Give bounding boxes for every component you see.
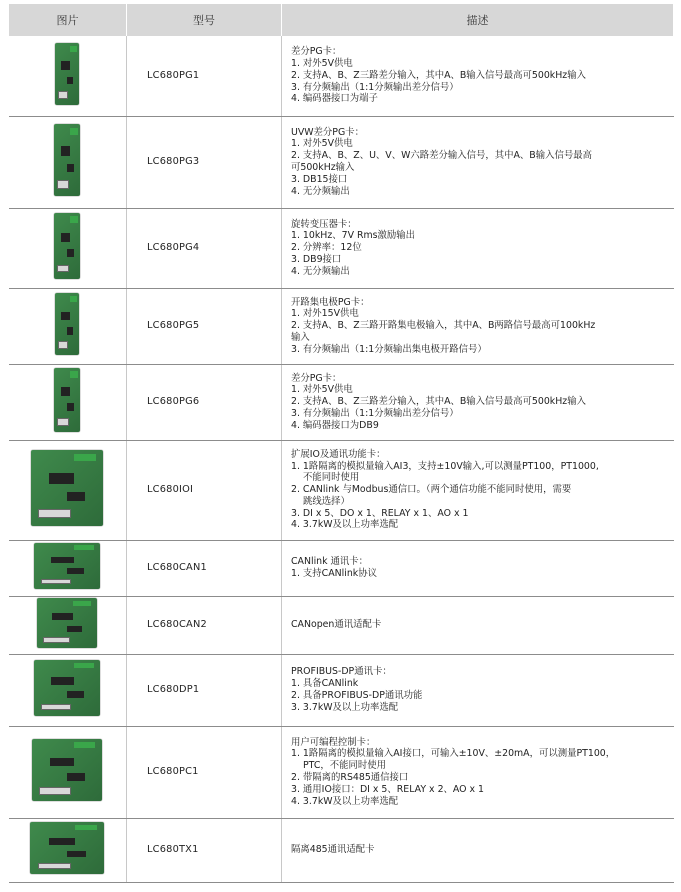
board-component <box>74 663 94 669</box>
board-component <box>57 180 69 189</box>
description-item: 3. DB9接口 <box>291 253 342 265</box>
model-number: LC680PG1 <box>127 36 282 116</box>
table-row <box>9 540 674 596</box>
description-item: 1. 对外5V供电 <box>291 138 353 150</box>
board-component <box>57 418 69 426</box>
circuit-board-image <box>37 598 97 648</box>
board-component <box>67 773 85 780</box>
description-cell <box>282 654 674 726</box>
description-title: 用户可编程控制卡： <box>291 736 376 748</box>
description-title: 开路集电极PG卡： <box>291 296 370 308</box>
model-number: LC680PG4 <box>127 208 282 288</box>
product-image-cell <box>9 36 127 116</box>
board-component <box>38 509 70 518</box>
description-item: 1. 对外5V供电 <box>291 384 353 396</box>
description-item: 2. CANlink 与Modbus通信口。（两个通信功能不能同时使用，需要 <box>291 484 572 496</box>
description-cell <box>282 818 674 882</box>
description-item: 1. 1路隔离的模拟量输入AI3，支持±10V输入,可以测量PT100，PT1000, <box>291 460 599 472</box>
board-component <box>67 403 74 411</box>
description-item: 1. 支持CANlink协议 <box>291 568 377 579</box>
table-row <box>9 726 674 818</box>
circuit-board-image <box>55 293 79 355</box>
product-image-cell <box>9 654 127 726</box>
board-component <box>70 46 77 52</box>
table-row <box>9 440 674 540</box>
description-cell <box>282 36 674 116</box>
description-item: 3. 有分频输出（1:1分频输出集电极开路信号） <box>291 343 487 355</box>
board-component <box>70 296 77 302</box>
description-item: 3. DB15接口 <box>291 173 348 185</box>
board-component <box>50 758 75 767</box>
model-number: LC680PG5 <box>127 288 282 364</box>
description-cell <box>282 440 674 540</box>
description-title: UVW差分PG卡： <box>291 126 364 138</box>
circuit-board-image <box>54 368 80 432</box>
description-item: 不能同时使用 <box>303 472 360 484</box>
product-image-cell <box>9 596 127 654</box>
description-item: 2. 带隔离的RS485通信接口 <box>291 772 409 783</box>
board-component <box>74 545 94 550</box>
description-cell <box>282 596 674 654</box>
product-image-cell <box>9 208 127 288</box>
description-item: 2. 具备PROFIBUS-DP通讯功能 <box>291 690 423 701</box>
option-card-table <box>8 4 674 883</box>
circuit-board-image <box>54 124 80 196</box>
description-title: 隔离485通讯适配卡 <box>291 844 375 856</box>
circuit-board-image <box>34 543 100 589</box>
circuit-board-image <box>31 450 103 526</box>
description-item: 1. 10kHz、7V Rms激励输出 <box>291 230 416 242</box>
board-component <box>67 626 82 632</box>
description-cell <box>282 208 674 288</box>
board-component <box>67 249 74 257</box>
board-component <box>67 492 85 501</box>
description-item: 2. 支持A、B、Z三路差分输入，其中A、B输入信号最高可500kHz输入 <box>291 396 586 408</box>
description-item: 3. 通用IO接口：DI x 5、RELAY x 2、AO x 1 <box>291 783 485 795</box>
board-component <box>52 613 73 620</box>
description-title: CANlink 通讯卡： <box>291 556 369 568</box>
board-component <box>70 128 78 135</box>
model-number: LC680PC1 <box>127 726 282 818</box>
product-image-cell <box>9 288 127 364</box>
description-item: 4. 3.7kW及以上功率选配 <box>291 519 399 531</box>
board-component <box>67 691 84 698</box>
product-image-cell <box>9 440 127 540</box>
description-item: 1. 对外15V供电 <box>291 308 359 320</box>
description-item: 1. 1路隔离的模拟量输入AI接口，可输入±10V、±20mA，可以测量PT100， <box>291 748 616 760</box>
description-item: 1. 具备CANlink <box>291 678 359 690</box>
table-row <box>9 36 674 116</box>
description-item: 输入 <box>291 331 310 343</box>
description-item: 1. 对外5V供电 <box>291 58 353 70</box>
board-component <box>75 825 97 830</box>
board-component <box>67 77 73 84</box>
board-component <box>58 341 69 348</box>
description-item: 4. 编码器接口为端子 <box>291 93 378 105</box>
board-component <box>61 233 70 242</box>
description-item: 3. DI x 5、DO x 1、RELAY x 1、AO x 1 <box>291 507 469 519</box>
table-row <box>9 208 674 288</box>
description-title: 差分PG卡： <box>291 46 342 58</box>
board-component <box>70 371 78 377</box>
board-component <box>61 387 70 396</box>
product-image-cell <box>9 364 127 440</box>
description-title: 扩展IO及通讯功能卡： <box>291 448 386 460</box>
description-item: 3. 有分频输出（1:1分频输出差分信号） <box>291 407 459 419</box>
board-component <box>57 265 69 273</box>
description-item: 4. 无分频输出 <box>291 265 350 277</box>
circuit-board-image <box>32 739 102 801</box>
circuit-board-image <box>54 213 80 279</box>
board-component <box>51 557 74 563</box>
description-item: 跳线选择） <box>303 495 350 507</box>
description-cell <box>282 726 674 818</box>
table-body <box>9 36 674 882</box>
model-number: LC680CAN2 <box>127 596 282 654</box>
table-row <box>9 288 674 364</box>
table-row <box>9 654 674 726</box>
board-component <box>74 742 95 748</box>
model-number: LC680TX1 <box>127 818 282 882</box>
description-item: 2. 支持A、B、Z三路差分输入，其中A、B输入信号最高可500kHz输入 <box>291 69 586 81</box>
description-item: PTC，不能同时使用 <box>303 760 387 772</box>
product-image-cell <box>9 818 127 882</box>
table-row <box>9 364 674 440</box>
board-component <box>73 601 91 606</box>
header-image: 图片 <box>9 4 127 36</box>
description-item: 2. 支持A、B、Z、U、V、W六路差分输入信号，其中A、B输入信号最高 <box>291 150 592 162</box>
board-component <box>67 327 73 334</box>
board-component <box>41 704 71 711</box>
description-item: 可500kHz输入 <box>291 162 355 173</box>
product-image-cell <box>9 116 127 208</box>
description-item: 3. 3.7kW及以上功率选配 <box>291 701 399 713</box>
board-component <box>41 579 71 585</box>
description-title: 差分PG卡： <box>291 372 342 384</box>
table-header-row <box>9 4 674 36</box>
board-component <box>49 838 75 845</box>
board-component <box>43 637 70 643</box>
circuit-board-image <box>55 43 79 105</box>
board-component <box>61 312 69 321</box>
description-item: 2. 支持A、B、Z三路开路集电极输入，其中A、B两路信号最高可100kHz <box>291 320 596 332</box>
description-cell <box>282 540 674 596</box>
board-component <box>70 216 78 223</box>
board-component <box>49 473 74 484</box>
description-item: 2. 分辨率：12位 <box>291 242 362 254</box>
description-item: 4. 3.7kW及以上功率选配 <box>291 795 399 807</box>
description-cell <box>282 364 674 440</box>
board-component <box>58 91 69 98</box>
board-component <box>74 454 96 462</box>
description-item: 4. 编码器接口为DB9 <box>291 419 379 431</box>
header-description: 描述 <box>282 4 674 36</box>
model-number: LC680PG3 <box>127 116 282 208</box>
board-component <box>67 568 84 574</box>
model-number: LC680CAN1 <box>127 540 282 596</box>
model-number: LC680IOI <box>127 440 282 540</box>
header-model: 型号 <box>127 4 282 36</box>
board-component <box>61 146 70 156</box>
description-cell <box>282 116 674 208</box>
table-row <box>9 818 674 882</box>
board-component <box>67 851 86 857</box>
model-number: LC680PG6 <box>127 364 282 440</box>
description-cell <box>282 288 674 364</box>
description-title: CANopen通讯适配卡 <box>291 619 382 631</box>
model-number: LC680DP1 <box>127 654 282 726</box>
circuit-board-image <box>30 822 104 874</box>
description-item: 3. 有分频输出（1:1分频输出差分信号） <box>291 81 459 93</box>
board-component <box>39 787 71 794</box>
product-image-cell <box>9 540 127 596</box>
table-row <box>9 116 674 208</box>
board-component <box>51 677 74 685</box>
description-item: 4. 无分频输出 <box>291 185 350 197</box>
board-component <box>38 863 71 869</box>
board-component <box>61 61 69 70</box>
table-row <box>9 596 674 654</box>
description-title: 旋转变压器卡： <box>291 218 357 230</box>
board-component <box>67 164 74 173</box>
circuit-board-image <box>34 660 100 716</box>
description-title: PROFIBUS-DP通讯卡： <box>291 666 392 678</box>
product-image-cell <box>9 726 127 818</box>
